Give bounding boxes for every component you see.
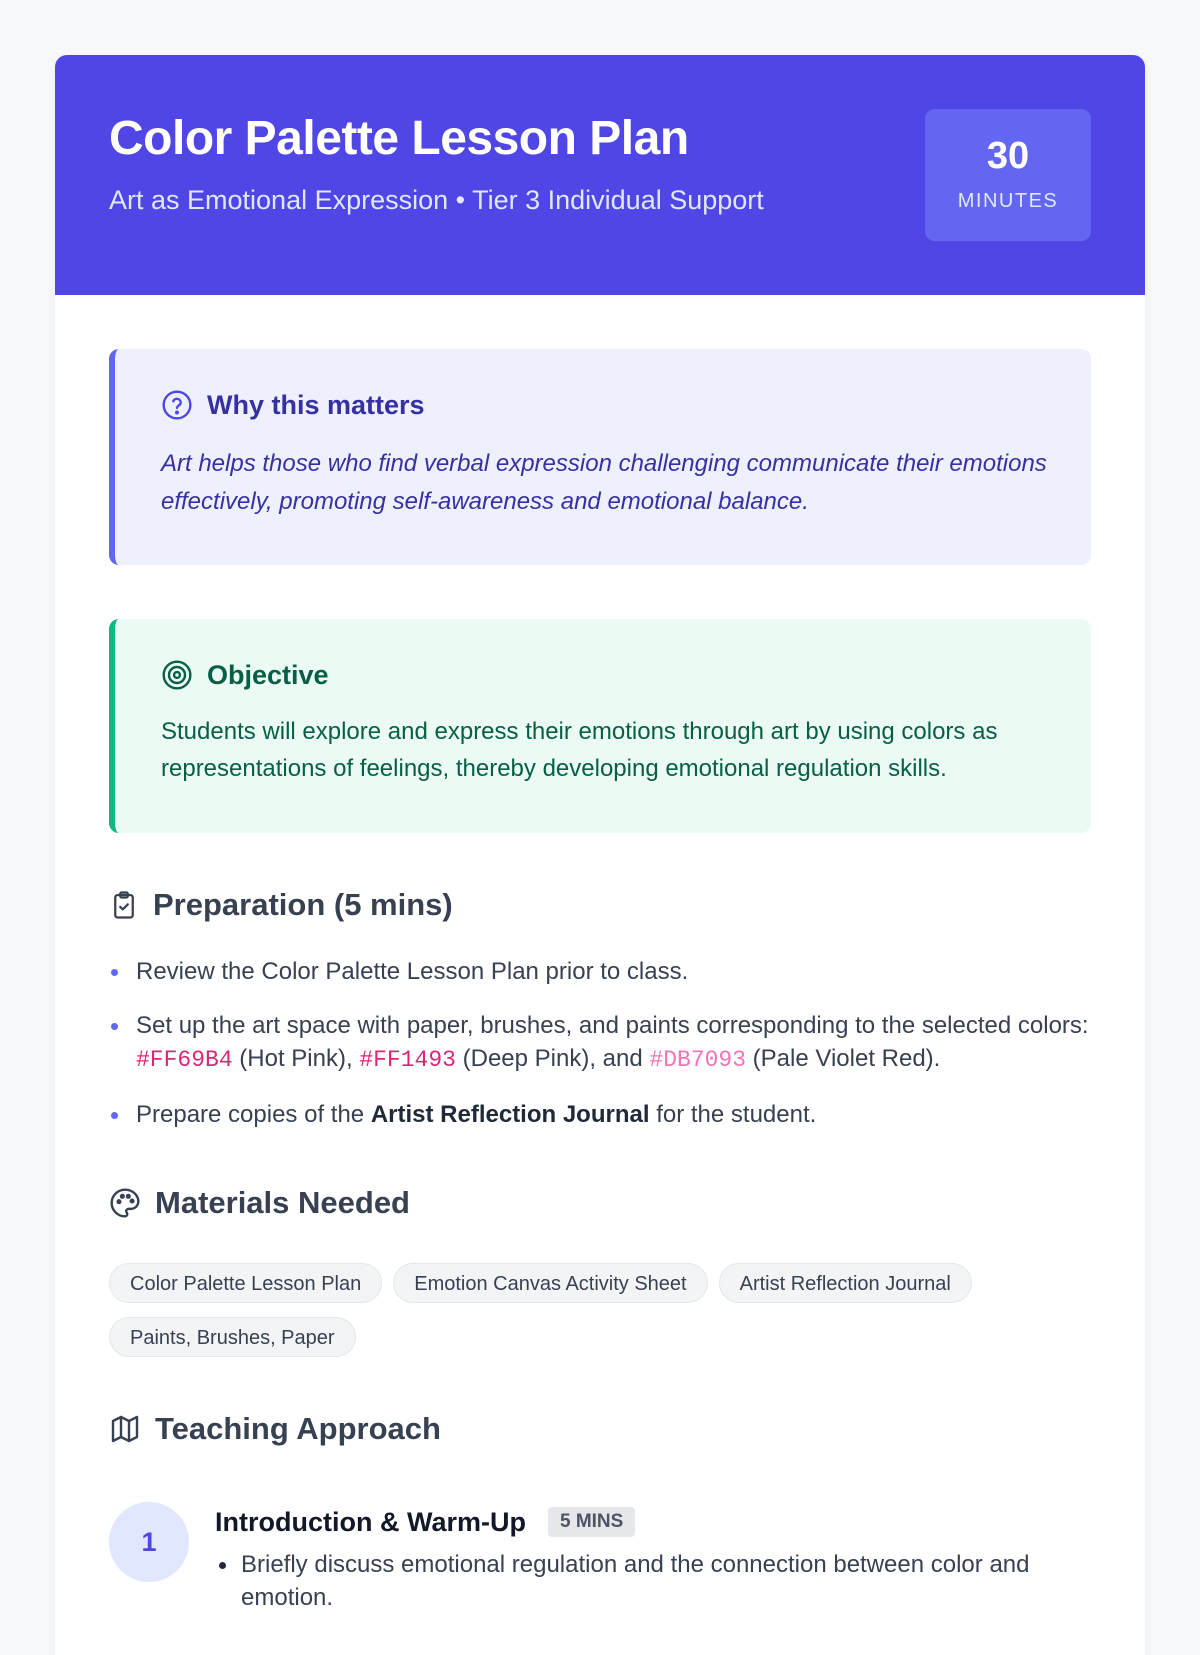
step-duration-badge: 5 MINS (548, 1507, 635, 1537)
lesson-header (55, 55, 1145, 295)
list-item: Set up the art space with paper, brushes, and paints corresponding to the selected colors: #FF69B4 (Hot Pink), #FF1493 (Deep Pink), and #DB7093 (Pale Violet Red). (109, 1009, 1099, 1077)
duration-value: 30 (986, 135, 1030, 177)
journal-name: Artist Reflection Journal (370, 1101, 650, 1128)
list-item: Prepare copies of the Artist Reflection Journal for the student. (109, 1098, 1099, 1131)
approach-title: Teaching Approach (155, 1411, 441, 1446)
approach-heading (109, 1411, 441, 1447)
step-title: Introduction & Warm-Up (215, 1506, 526, 1537)
clipboard-check-icon (109, 889, 139, 921)
objective-title: Objective (207, 659, 329, 690)
page-subtitle: Art as Emotional Expression • Tier 3 Individual Support (109, 185, 764, 215)
why-text: Art helps those who find verbal expression challenging communicate their emotions effectively, promoting self-awareness and emotional balance. (161, 450, 1047, 515)
question-circle-icon (161, 389, 193, 421)
list-item: Briefly discuss emotional regulation and the connection between color and emotion. (215, 1548, 1095, 1614)
color-code: #FF69B4 (136, 1047, 233, 1073)
preparation-list (109, 955, 1099, 1152)
page-title: Color Palette Lesson Plan (109, 112, 689, 165)
material-chip: Emotion Canvas Activity Sheet (393, 1263, 707, 1303)
duration-unit: MINUTES (957, 190, 1059, 212)
material-chip: Paints, Brushes, Paper (109, 1317, 356, 1357)
color-code: #DB7093 (649, 1047, 747, 1073)
why-title: Why this matters (207, 389, 425, 420)
material-chip: Artist Reflection Journal (719, 1263, 972, 1303)
preparation-title: Preparation (5 mins) (153, 887, 453, 922)
list-item: Review the Color Palette Lesson Plan prior to class. (109, 955, 1099, 988)
step-bullets (215, 1548, 1095, 1614)
target-icon (161, 659, 193, 691)
materials-title: Materials Needed (155, 1185, 410, 1220)
materials-heading (109, 1185, 410, 1221)
objective-text: Students will explore and express their emotions through art by using colors as representations of feelings, thereby developing emotional regulation skills. (161, 718, 998, 782)
why-callout (109, 349, 1091, 565)
objective-callout (109, 619, 1091, 833)
duration-badge (925, 109, 1091, 241)
palette-icon (109, 1187, 141, 1219)
materials-list (109, 1263, 1099, 1371)
step-number: 1 (109, 1502, 189, 1582)
material-chip: Color Palette Lesson Plan (109, 1263, 382, 1303)
map-icon (109, 1413, 141, 1445)
lesson-card (55, 55, 1145, 1655)
color-code: #FF1493 (359, 1047, 456, 1073)
preparation-heading (109, 887, 453, 923)
